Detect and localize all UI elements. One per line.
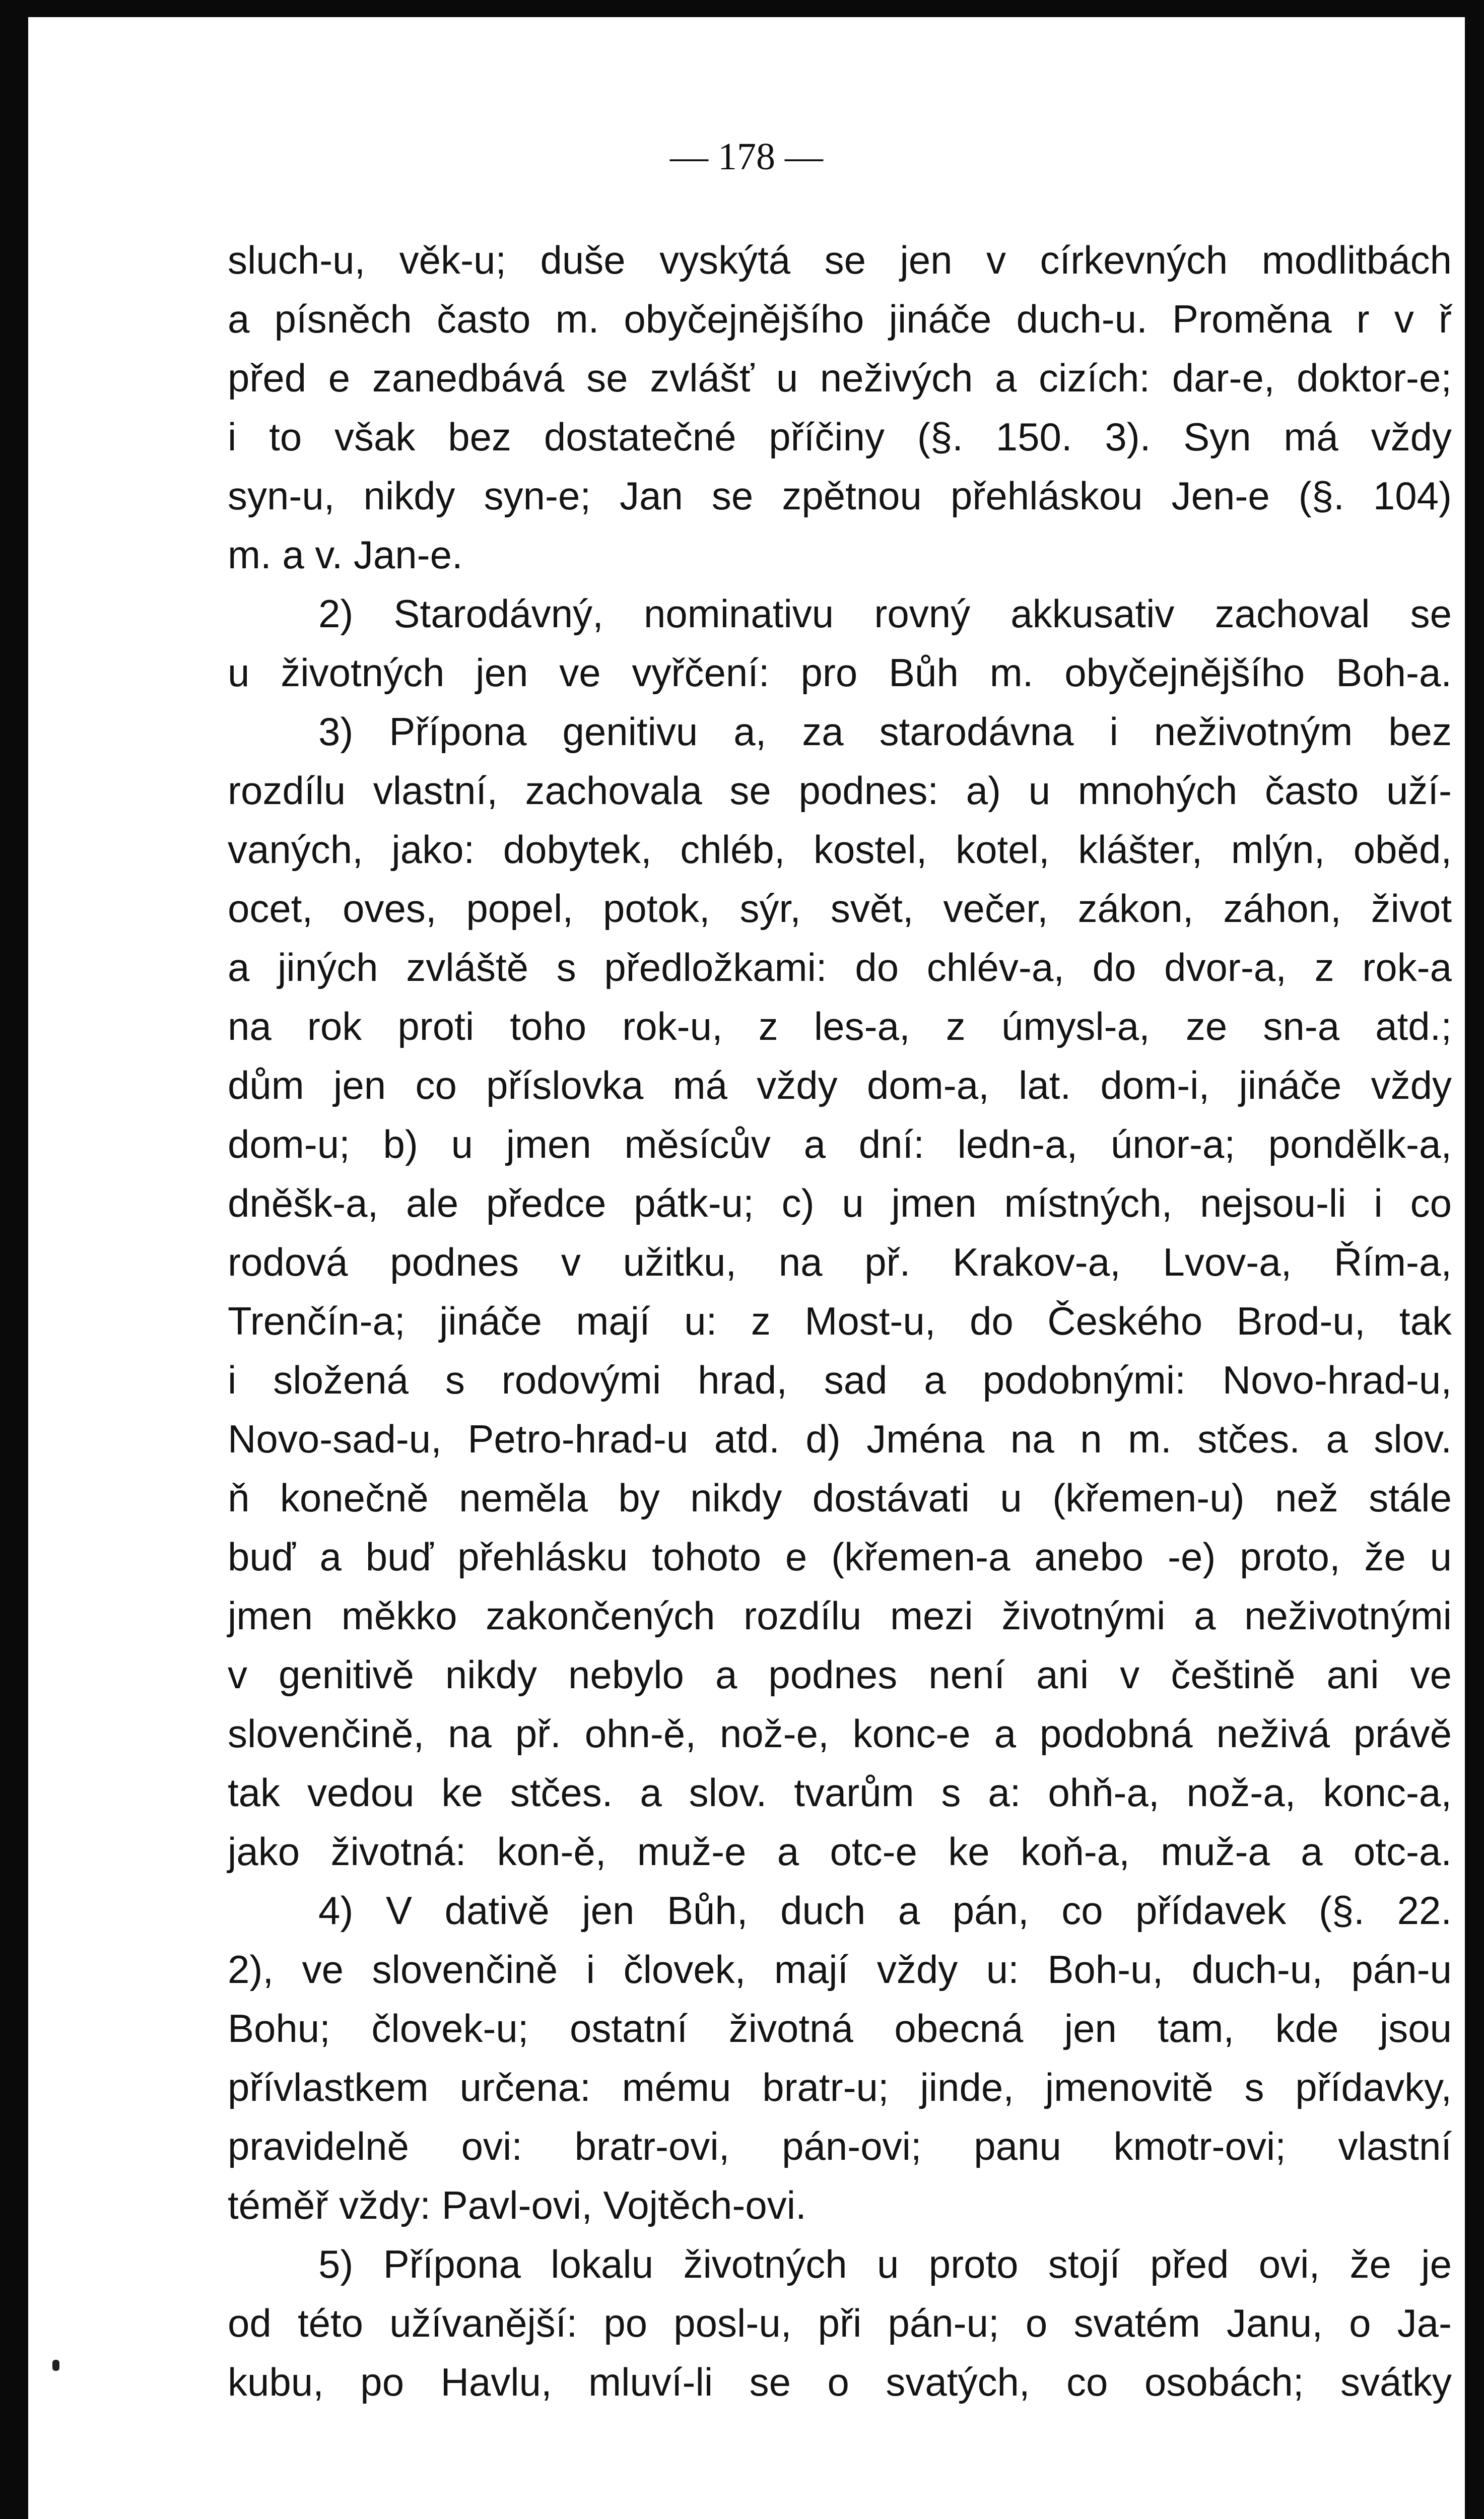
margin-speck [52,2360,59,2371]
text-line: i to však bez dostatečné příčiny (§. 150. 3). Syn má vždy [228,415,1452,459]
text-line: a písněch často m. obyčejnějšího jináče duch-u. Proměna r v ř [228,297,1452,341]
page-number: — 178 — [670,136,823,178]
text-line: dněšk-a, ale předce pátk-u; c) u jmen místných, nejsou-li i co [228,1181,1452,1225]
text-line: rozdílu vlastní, zachovala se podnes: a) u mnohých často uží- [228,768,1452,813]
text-line: slovenčině, na př. ohn-ě, nož-e, konc-e a podobná neživá právě [228,1711,1452,1756]
text-line: tak vedou ke stčes. a slov. tvarům s a: ohň-a, nož-a, konc-a, [228,1770,1452,1815]
text-line: přívlastkem určena: mému bratr-u; jinde, jmenovitě s přídavky, [228,2065,1452,2109]
text-line: před e zanedbává se zvlášť u neživých a cizích: dar-e, doktor-e; [228,356,1452,400]
text-line: jako životná: kon-ě, muž-e a otc-e ke koň-a, muž-a a otc-a. [228,1829,1452,1874]
text-line: vaných, jako: dobytek, chléb, kostel, kotel, klášter, mlýn, oběd, [228,827,1452,872]
text-line: téměř vždy: Pavl-ovi, Vojtěch-ovi. [228,2183,806,2227]
text-line: jmen měkko zakončených rozdílu mezi životnými a neživotnými [228,1594,1452,1638]
text-line: pravidelně ovi: bratr-ovi, pán-ovi; panu kmotr-ovi; vlastní [228,2124,1452,2168]
text-line: rodová podnes v užitku, na př. Krakov-a, Lvov-a, Řím-a, [228,1240,1452,1284]
text-line: Bohu; človek-u; ostatní životná obecná jen tam, kde jsou [228,2006,1452,2050]
text-line: Novo-sad-u, Petro-hrad-u atd. d) Jména na n m. stčes. a slov. [228,1417,1452,1461]
text-line: kubu, po Havlu, mluví-li se o svatých, co osobách; svátky [228,2360,1452,2404]
text-line: syn-u, nikdy syn-e; Jan se zpětnou přehláskou Jen-e (§. 104) [228,474,1452,518]
paragraph-start: 3) Přípona genitivu a, za starodávna i neživotným bez [318,709,1452,754]
text-line: od této užívanější: po posl-u, při pán-u; o svatém Janu, o Ja- [228,2301,1452,2345]
text-line: dům jen co příslovka má vždy dom-a, lat. dom-i, jináče vždy [228,1063,1452,1107]
book-page [28,17,1465,2519]
text-line: sluch-u, věk-u; duše vyskýtá se jen v církevných modlitbách [228,238,1452,282]
text-line: i složená s rodovými hrad, sad a podobnými: Novo-hrad-u, [228,1358,1452,1402]
paragraph-start: 4) V dativě jen Bůh, duch a pán, co přídavek (§. 22. [318,1888,1452,1933]
text-line: na rok proti toho rok-u, z les-a, z úmysl-a, ze sn-a atd.; [228,1004,1452,1048]
text-line: ň konečně neměla by nikdy dostávati u (křemen-u) než stále [228,1476,1452,1520]
paragraph-start: 2) Starodávný, nominativu rovný akkusativ zachoval se [318,591,1452,636]
text-line: v genitivě nikdy nebylo a podnes není ani v češtině ani ve [228,1652,1452,1697]
text-line: u životných jen ve vyřčení: pro Bůh m. obyčejnějšího Boh-a. [228,650,1452,695]
body-text [228,231,1452,2412]
text-line: m. a v. Jan-e. [228,533,463,577]
text-line: Trenčín-a; jináče mají u: z Most-u, do Českého Brod-u, tak [228,1299,1452,1343]
text-line: dom-u; b) u jmen měsícův a dní: ledn-a, únor-a; pondělk-a, [228,1122,1452,1166]
paragraph-start: 5) Přípona lokalu životných u proto stojí před ovi, že je [318,2242,1452,2286]
text-line: a jiných zvláště s předložkami: do chlév-a, do dvor-a, z rok-a [228,945,1452,989]
text-line: buď a buď přehlásku tohoto e (křemen-a anebo -e) proto, že u [228,1535,1452,1579]
text-line: 2), ve slovenčině i človek, mají vždy u: Boh-u, duch-u, pán-u [228,1947,1452,1992]
text-line: ocet, oves, popel, potok, sýr, svět, večer, zákon, záhon, život [228,886,1452,931]
